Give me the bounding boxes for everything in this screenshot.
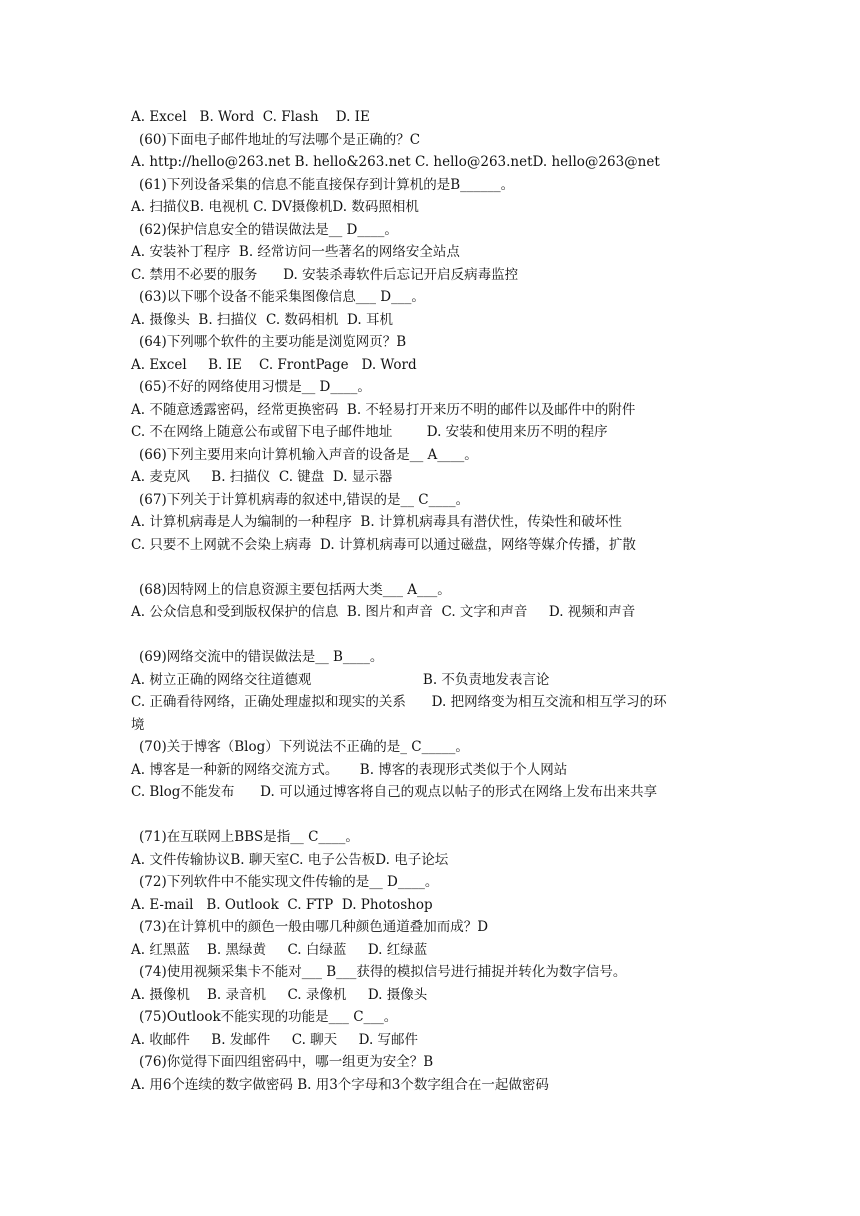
- option-line: C. 正确看待网络，正确处理虚拟和现实的关系 D. 把网络变为相互交流和相互学习的环: [131, 694, 667, 710]
- question-line: (66)下列主要用来向计算机输入声音的设备是__ A____。: [139, 446, 478, 463]
- option-line: A. http://hello@263.net B. hello&263.net C. hello@263.netD. hello@263@net: [131, 154, 660, 170]
- option-line: A. 不随意透露密码，经常更换密码 B. 不轻易打开来历不明的邮件以及邮件中的附件: [131, 401, 636, 418]
- question-line: (61)下列设备采集的信息不能直接保存到计算机的是B______。: [139, 176, 515, 193]
- option-line: A. 摄像机 B. 录音机 C. 录像机 D. 摄像头: [131, 986, 428, 1003]
- question-line: (69)网络交流中的错误做法是__ B____。: [139, 649, 384, 665]
- option-line: A. 麦克风 B. 扫描仪 C. 键盘 D. 显示器: [131, 469, 393, 485]
- question-line: (73)在计算机中的颜色一般由哪几种颜色通道叠加而成？D: [139, 919, 489, 935]
- option-line: A. 计算机病毒是人为编制的一种程序 B. 计算机病毒具有潜伏性，传染性和破坏性: [131, 514, 622, 530]
- option-line: A. 文件传输协议B. 聊天室C. 电子公告板D. 电子论坛: [131, 851, 449, 868]
- option-line: A. 摄像头 B. 扫描仪 C. 数码相机 D. 耳机: [131, 311, 393, 328]
- option-line: A. 树立正确的网络交往道德观 B. 不负责地发表言论: [131, 671, 550, 688]
- option-line: C. 不在网络上随意公布或留下电子邮件地址 D. 安装和使用来历不明的程序: [131, 424, 608, 440]
- question-line: (71)在互联网上BBS是指__ C____。: [139, 829, 359, 845]
- option-line: A. 安装补丁程序 B. 经常访问一些著名的网络安全站点: [131, 244, 460, 260]
- option-line: A. 用6个连续的数字做密码 B. 用3个字母和3个数字组合在一起做密码: [131, 1076, 549, 1093]
- option-line: C. Blog不能发布 D. 可以通过博客将自己的观点以帖子的形式在网络上发布出来共享: [131, 784, 658, 800]
- option-line: A. 扫描仪B. 电视机 C. DV摄像机D. 数码照相机: [131, 199, 419, 215]
- question-line: (76)你觉得下面四组密码中，哪一组更为安全？B: [139, 1054, 434, 1070]
- question-line: (67)下列关于计算机病毒的叙述中,错误的是__ C____。: [139, 491, 470, 508]
- question-line: (63)以下哪个设备不能采集图像信息___ D___。: [139, 289, 425, 305]
- question-line: (65)不好的网络使用习惯是__ D____。: [139, 379, 371, 395]
- option-line: A. 红黑蓝 B. 黑绿黄 C. 白绿蓝 D. 红绿蓝: [131, 941, 428, 958]
- question-line: (64)下列哪个软件的主要功能是浏览网页？B: [139, 334, 407, 350]
- option-line: A. 公众信息和受到版权保护的信息 B. 图片和声音 C. 文字和声音 D. 视频和声音: [131, 604, 636, 620]
- question-line: (72)下列软件中不能实现文件传输的是__ D____。: [139, 874, 439, 890]
- question-line: (60)下面电子邮件地址的写法哪个是正确的？C: [139, 131, 421, 148]
- option-line: C. 只要不上网就不会染上病毒 D. 计算机病毒可以通过磁盘，网络等媒介传播，扩散: [131, 536, 636, 553]
- question-line: (62)保护信息安全的错误做法是__ D____。: [139, 221, 398, 238]
- question-line: (75)Outlook不能实现的功能是___ C___。: [139, 1009, 398, 1025]
- option-line: A. Excel B. IE C. FrontPage D. Word: [131, 356, 417, 373]
- option-line: A. Excel B. Word C. Flash D. IE: [131, 109, 370, 125]
- question-line: (68)因特网上的信息资源主要包括两大类___ A___。: [139, 581, 451, 598]
- question-line: (70)关于博客（Blog）下列说法不正确的是_ C_____。: [139, 739, 469, 755]
- question-line: (74)使用视频采集卡不能对___ B___获得的模拟信号进行捕捉并转化为数字信号。: [139, 964, 627, 980]
- option-line: C. 禁用不必要的服务 D. 安装杀毒软件后忘记开启反病毒监控: [131, 266, 519, 283]
- option-line: 境: [131, 716, 145, 733]
- option-line: A. 收邮件 B. 发邮件 C. 聊天 D. 写邮件: [131, 1031, 419, 1048]
- option-line: A. E-mail B. Outlook C. FTP D. Photoshop: [131, 896, 433, 913]
- option-line: A. 博客是一种新的网络交流方式。 B. 博客的表现形式类似于个人网站: [131, 761, 568, 778]
